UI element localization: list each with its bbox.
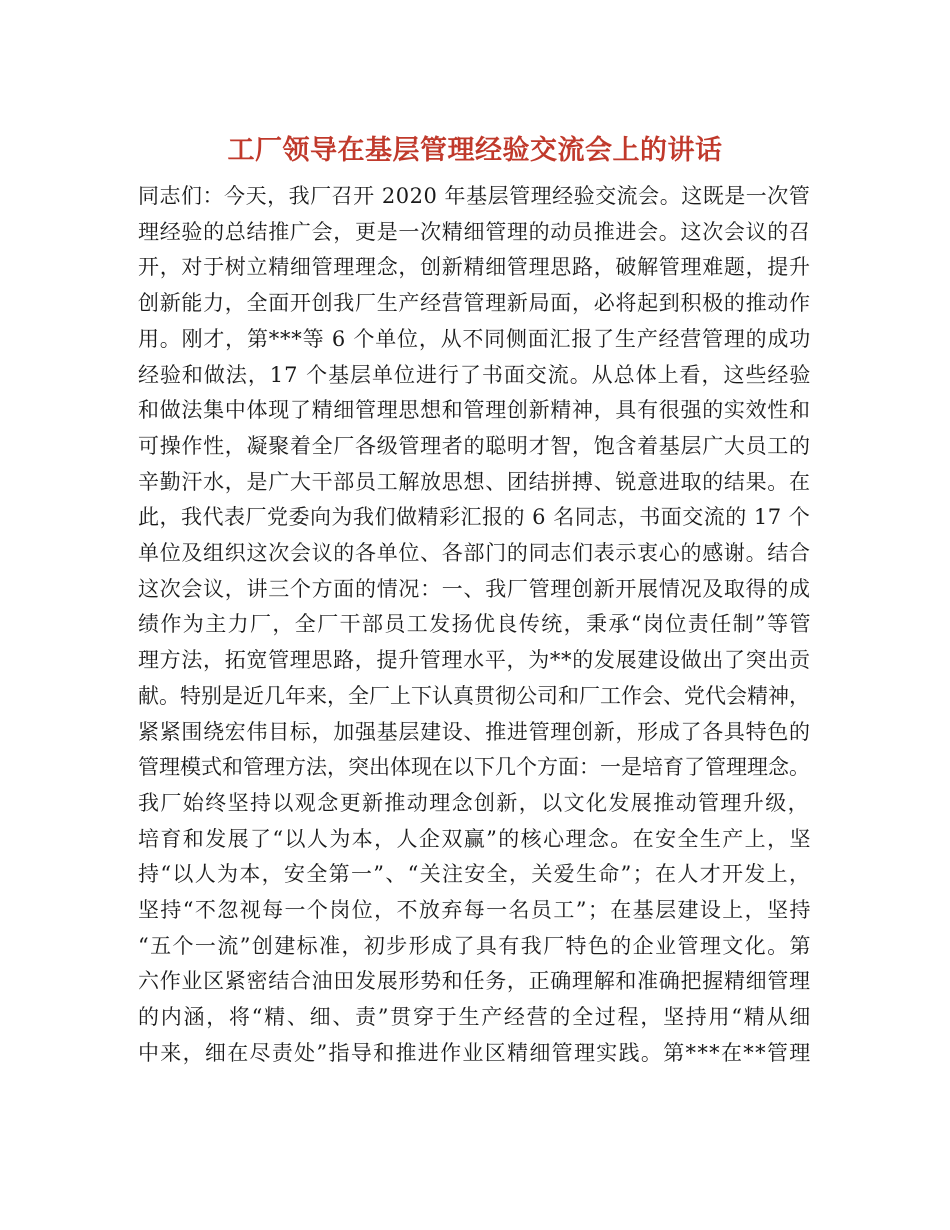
paragraph-line: 开，对于树立精细管理理念，创新精细管理思路，破解管理难题，提升 <box>138 255 811 280</box>
paragraph-line: 培育和发展了“以人为本，人企双赢”的核心理念。在安全生产上，坚 <box>138 826 812 851</box>
paragraph-line: 经验和做法，17 个基层单位进行了书面交流。从总体上看，这些经验 <box>138 362 812 387</box>
paragraph-line: 创新能力，全面开创我厂生产经营管理新局面，必将起到积极的推动作 <box>138 291 811 316</box>
paragraph-line: 六作业区紧密结合油田发展形势和任务，正确理解和准确把握精细管理 <box>138 969 811 994</box>
paragraph-line: 可操作性，凝聚着全厂各级管理者的聪明才智，饱含着基层广大员工的 <box>138 433 811 458</box>
paragraph-line: 紧紧围绕宏伟目标，加强基层建设、推进管理创新，形成了各具特色的 <box>138 719 811 744</box>
paragraph-line: 持“以人为本，安全第一”、“关注安全，关爱生命”；在人才开发上， <box>138 862 812 887</box>
paragraph-line: 我厂始终坚持以观念更新推动理念创新，以文化发展推动管理升级， <box>138 790 810 815</box>
paragraph-line: 理方法，拓宽管理思路，提升管理水平，为**的发展建设做出了突出贡 <box>138 648 811 673</box>
paragraph-line: 辛勤汗水，是广大干部员工解放思想、团结拼搏、锐意进取的结果。在 <box>138 469 811 494</box>
paragraph-line: 同志们：今天，我厂召开 2020 年基层管理经验交流会。这既是一次管 <box>138 184 811 208</box>
paragraph-line: 中来，细在尽责处”指导和推进作业区精细管理实践。第***在**管理 <box>138 1040 812 1065</box>
paragraph-line: 的内涵，将“精、细、责”贯穿于生产经营的全过程，坚持用“精从细 <box>138 1005 812 1030</box>
paragraph-line: 用。刚才，第***等 6 个单位，从不同侧面汇报了生产经营管理的成功 <box>138 326 811 351</box>
paragraph-line: 和做法集中体现了精细管理思想和管理创新精神，具有很强的实效性和 <box>138 398 811 423</box>
document-title: 工厂领导在基层管理经验交流会上的讲话 <box>227 135 723 166</box>
paragraph-line: 献。特别是近几年来，全厂上下认真贯彻公司和厂工作会、党代会精神， <box>138 683 810 708</box>
paragraph-line: 这次会议，讲三个方面的情况：一、我厂管理创新开展情况及取得的成 <box>138 576 811 601</box>
paragraph-line: 单位及组织这次会议的各单位、各部门的同志们表示衷心的感谢。结合 <box>138 541 811 565</box>
paragraph-line: 此，我代表厂党委向为我们做精彩汇报的 6 名同志，书面交流的 17 个 <box>138 505 811 530</box>
paragraph-line: “五个一流”创建标准，初步形成了具有我厂特色的企业管理文化。第 <box>138 933 812 958</box>
paragraph-line: 管理模式和管理方法，突出体现在以下几个方面：一是培育了管理理念。 <box>138 755 810 780</box>
paragraph-line: 理经验的总结推广会，更是一次精细管理的动员推进会。这次会议的召 <box>138 219 811 244</box>
paragraph-line: 绩作为主力厂，全厂干部员工发扬优良传统，秉承“岗位责任制”等管 <box>138 612 812 637</box>
paragraph-line: 坚持“不忽视每一个岗位，不放弃每一名员工”；在基层建设上，坚持 <box>138 898 812 922</box>
